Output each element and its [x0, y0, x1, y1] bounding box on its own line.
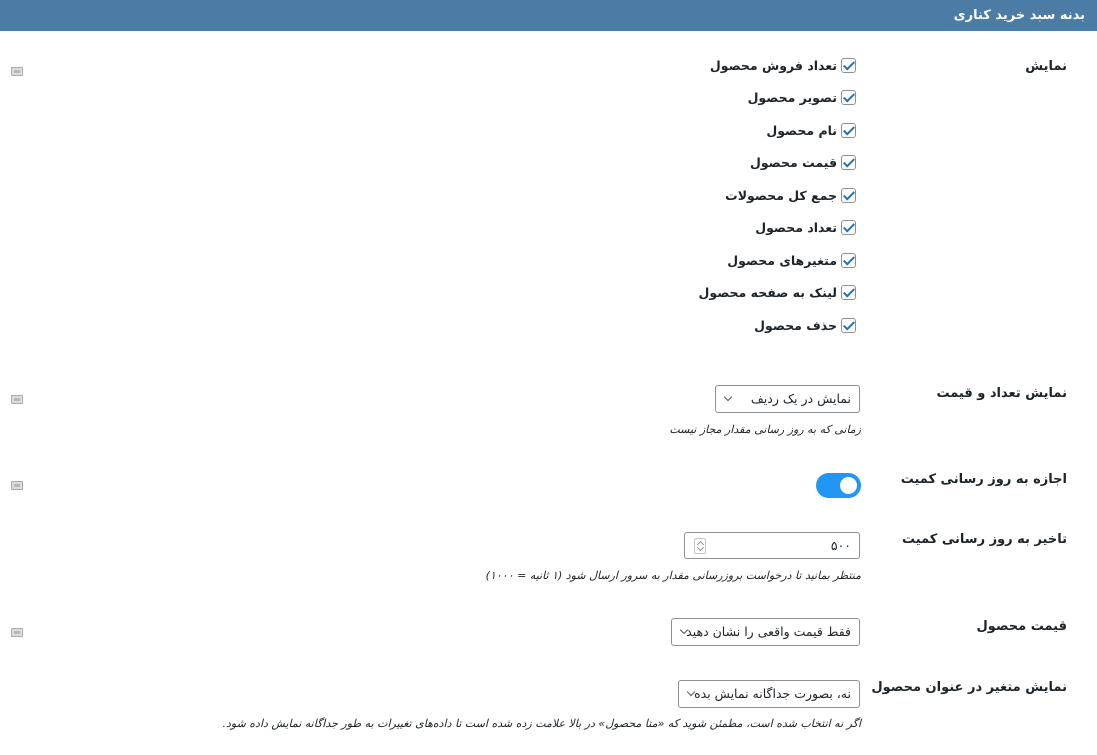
display-checklist [699, 57, 856, 350]
checkmark-icon[interactable] [841, 155, 856, 170]
checkmark-icon[interactable] [841, 123, 856, 138]
checkbox-label: تعداد محصول [755, 220, 837, 235]
chevron-down-icon [724, 393, 732, 401]
select-value: نمایش در یک ردیف [750, 391, 851, 406]
checkbox-item-remove-product[interactable] [699, 317, 856, 333]
checkbox-item-product-price[interactable] [699, 155, 856, 171]
checkbox-label: نام محصول [766, 122, 837, 138]
image-placeholder-icon [11, 481, 23, 490]
checkbox-label: لینک به صفحه محصول [698, 285, 837, 300]
section-header [0, 0, 1097, 31]
allow-qty-update-label: اجازه به روز رسانی کمیت [900, 472, 1067, 487]
qty-update-delay-input[interactable] [684, 532, 860, 559]
product-price-select[interactable] [671, 618, 860, 646]
allow-qty-update-toggle[interactable] [816, 473, 861, 498]
qty-price-description: زمانی که به روز رسانی مقدار مجاز نیست [669, 423, 861, 436]
checkbox-label: قیمت محصول [750, 155, 837, 170]
checkbox-item-product-link[interactable] [699, 285, 856, 301]
checkmark-icon[interactable] [841, 90, 856, 105]
input-value: ۵۰۰ [830, 538, 851, 553]
checkmark-icon[interactable] [841, 253, 856, 268]
product-price-label: قیمت محصول [976, 619, 1067, 634]
select-value: نه، بصورت جداگانه نمایش بده [694, 686, 851, 701]
checkbox-item-products-total[interactable] [699, 187, 856, 203]
checkmark-icon[interactable] [841, 188, 856, 203]
checkbox-item-product-image[interactable] [699, 90, 856, 106]
image-placeholder-icon [11, 628, 23, 637]
checkbox-label: تعداد فروش محصول [709, 57, 837, 73]
checkbox-label: حذف محصول [754, 317, 837, 333]
section-title: بدنه سبد خرید کناری [953, 8, 1085, 23]
display-label: نمایش [1025, 59, 1067, 74]
checkmark-icon[interactable] [841, 318, 856, 333]
variation-title-description: اگر نه انتخاب شده است، مطمئن شوید که «متا محصول» در بالا علامت زده شده است تا داده‌های تغییرات به طور جداگانه نمایش داده شود. [222, 717, 861, 730]
qty-price-label: نمایش تعداد و قیمت [936, 386, 1067, 401]
checkbox-item-product-quantity[interactable] [699, 220, 856, 236]
variation-title-label: نمایش متغیر در عنوان محصول [871, 680, 1067, 695]
checkmark-icon[interactable] [841, 220, 856, 235]
qty-update-delay-description: منتظر بمانید تا درخواست بروزرسانی مقدار به سرور ارسال شود (۱ ثانیه = ۱۰۰۰) [485, 569, 861, 582]
image-placeholder-icon [11, 67, 23, 76]
checkbox-label: جمع کل محصولات [725, 187, 837, 203]
checkbox-label: تصویر محصول [747, 90, 837, 105]
checkbox-item-sales-count[interactable] [699, 57, 856, 73]
checkmark-icon[interactable] [841, 285, 856, 300]
qty-update-delay-label: تاخیر به روز رسانی کمیت [902, 532, 1067, 547]
image-placeholder-icon [11, 395, 23, 404]
checkbox-item-product-variations[interactable] [699, 252, 856, 268]
checkmark-icon[interactable] [841, 58, 856, 73]
checkbox-label: متغیرهای محصول [727, 252, 837, 268]
checkbox-item-product-name[interactable] [699, 122, 856, 138]
select-value: فقط قیمت واقعی را نشان دهید [686, 624, 851, 639]
variation-title-select[interactable] [678, 680, 860, 708]
number-spinner-icon[interactable] [694, 538, 706, 554]
qty-price-select[interactable] [715, 385, 860, 413]
toggle-knob [840, 477, 857, 494]
